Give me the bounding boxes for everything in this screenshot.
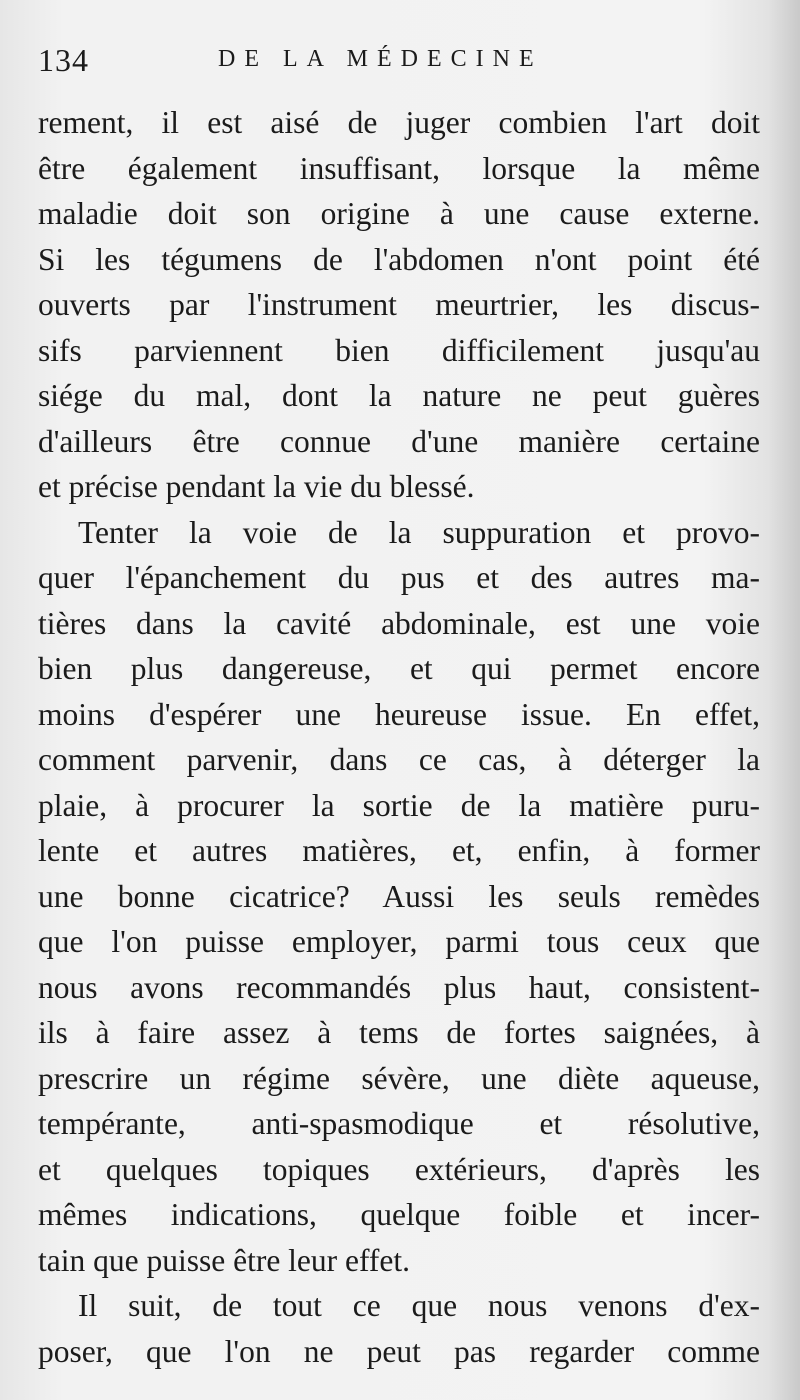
text-line: moins d'espérer une heureuse issue. En effet, [38,696,760,732]
paragraph-last-line: et précise pendant la vie du blessé. [38,469,475,504]
paragraph-first-line: Il suit, de tout ce que nous venons d'ex- [78,1288,760,1323]
text-line: poser, que l'on ne peut pas regarder comme [38,1333,760,1369]
running-head: DE LA MÉDECINE [218,46,543,72]
text-line: plaie, à procurer la sortie de la matière puru- [38,787,760,823]
text-line: lente et autres matières, et, enfin, à former [38,833,760,868]
page-header [38,42,758,82]
text-line: siége du mal, dont la nature ne peut guères [38,378,760,413]
text-line: quer l'épanchement du pus et des autres ma- [38,560,760,595]
paragraph-last-line: tain que puisse être leur effet. [38,1242,411,1278]
text-line: que l'on puisse employer, parmi tous ceux que [38,924,760,959]
page-number: 134 [38,42,89,78]
paragraph-first-line: Tenter la voie de la suppuration et provo- [78,514,760,550]
text-line: prescrire un régime sévère, une diète aqueuse, [38,1060,760,1096]
text-line: ouverts par l'instrument meurtrier, les discus- [38,287,760,322]
text-line: sifs parviennent bien difficilement jusqu'au [38,332,760,368]
text-line: et quelques topiques extérieurs, d'après les [38,1151,760,1187]
text-line: rement, il est aisé de juger combien l'art doit [38,105,760,140]
text-line: d'ailleurs être connue d'une manière certaine [38,423,760,459]
text-line: être également insuffisant, lorsque la même [38,150,760,186]
text-line: Si les tégumens de l'abdomen n'ont point été [38,241,760,277]
text-line: tières dans la cavité abdominale, est une voie [38,605,760,641]
text-line: nous avons recommandés plus haut, consistent- [38,969,760,1005]
text-line: maladie doit son origine à une cause externe. [38,196,760,231]
text-line: tempérante, anti-spasmodique et résolutive, [38,1106,760,1141]
text-line: une bonne cicatrice? Aussi les seuls remèdes [38,878,760,914]
text-line: bien plus dangereuse, et qui permet encore [38,651,760,686]
text-line: mêmes indications, quelque foible et incer- [38,1197,760,1232]
text-line: ils à faire assez à tems de fortes saignées, à [38,1015,760,1050]
body-text [38,100,760,1374]
text-line: comment parvenir, dans ce cas, à déterger la [38,742,760,777]
